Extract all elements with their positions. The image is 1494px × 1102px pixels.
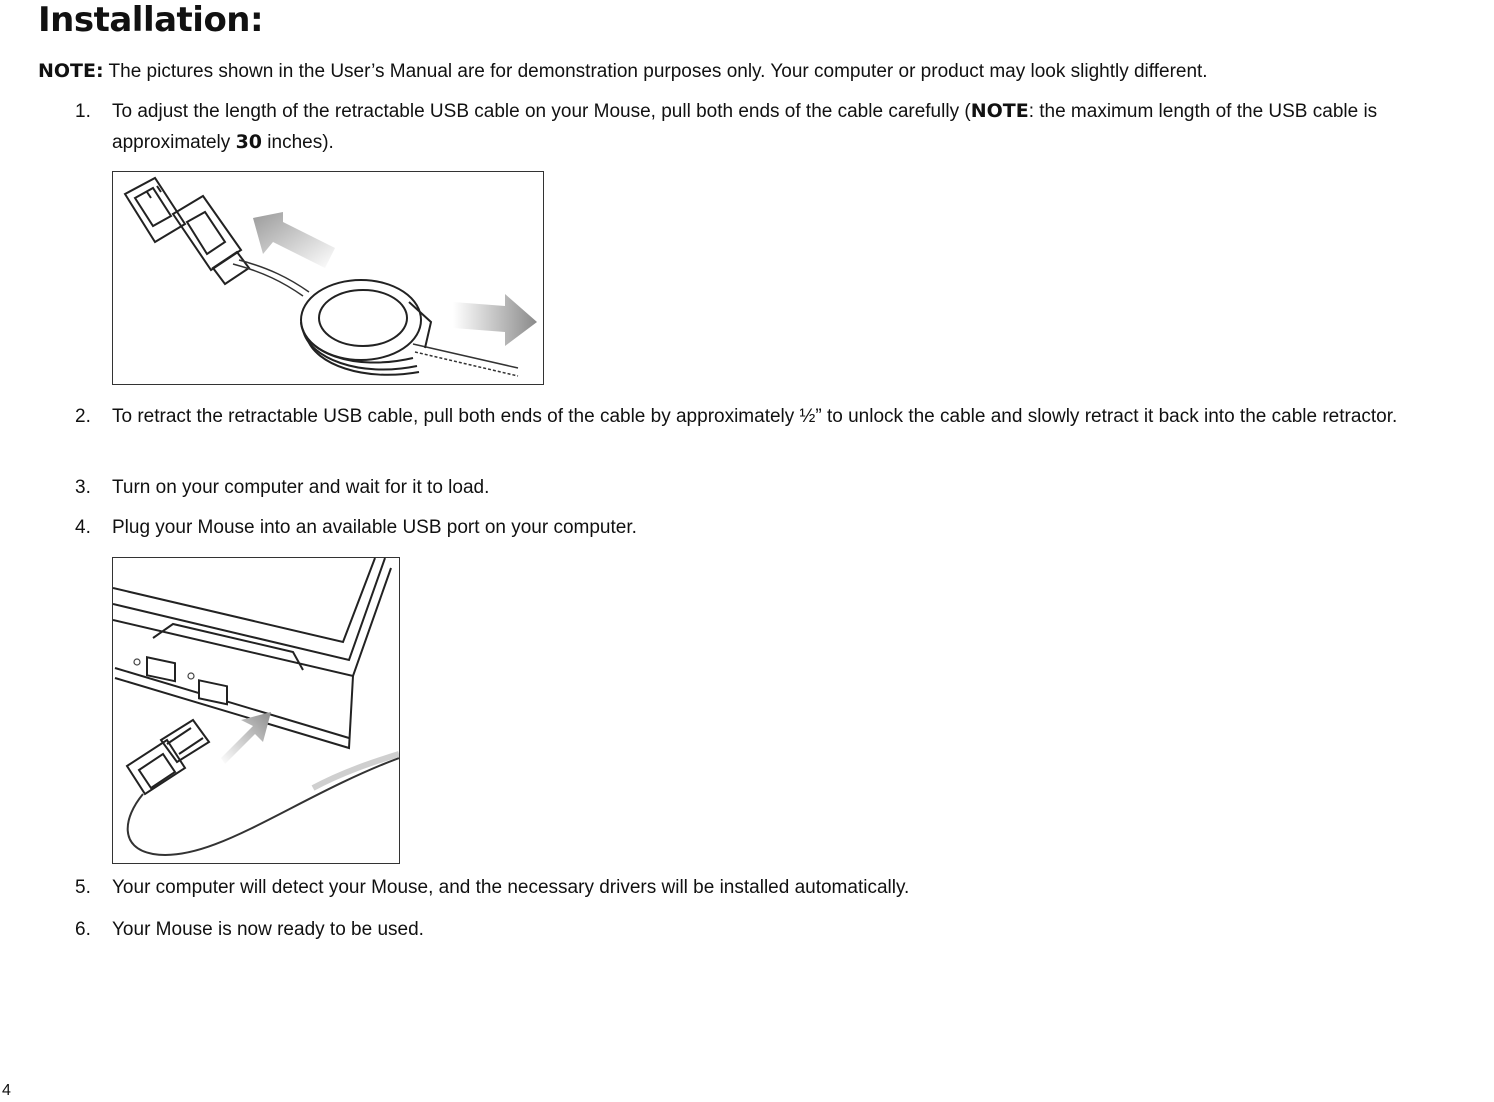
usb-plug-icon (125, 178, 249, 284)
step-text: Plug your Mouse into an available USB port on your computer. (112, 517, 637, 538)
step-number: 4. (75, 517, 91, 538)
cable-length-value: 30 (235, 131, 263, 153)
step-text: To retract the retractable USB cable, pull both ends of the cable by approximately ½” to unlock the cable and slowly retract it back into the cable retractor. (112, 406, 1398, 427)
step-number: 6. (75, 919, 91, 940)
retractable-cable-illustration (113, 172, 543, 384)
usb-port-illustration (113, 558, 399, 863)
step-text: Your computer will detect your Mouse, and the necessary drivers will be installed automatically. (112, 877, 910, 898)
note-label: NOTE: (38, 60, 104, 82)
step-text: To adjust the length of the retractable USB cable on your Mouse, pull both ends of the cable carefully (NOTE: the maximum length of the USB cable is approximately 30 inches). (112, 100, 1378, 153)
usb-port-figure (112, 557, 400, 864)
step-number: 5. (75, 877, 91, 898)
page-number: 4 (2, 1082, 11, 1099)
usb-plug-icon (127, 720, 209, 794)
cable-reel-icon (301, 280, 431, 375)
step-number: 1. (75, 101, 91, 122)
page-title: Installation: (38, 0, 264, 40)
step-number: 2. (75, 406, 91, 427)
note-paragraph (38, 60, 1488, 83)
step-text: Your Mouse is now ready to be used. (112, 919, 424, 940)
note-text: The pictures shown in the User’s Manual are for demonstration purposes only. Your computer or product may look slightly different. (108, 61, 1208, 82)
step-text: Turn on your computer and wait for it to load. (112, 477, 490, 498)
pull-arrow-left-icon (253, 212, 335, 268)
retractable-cable-figure (112, 171, 544, 385)
pull-arrow-right-icon (453, 294, 537, 346)
step-number: 3. (75, 477, 91, 498)
inline-note-label: NOTE (970, 100, 1029, 122)
insert-arrow-icon (221, 712, 271, 764)
cable-line (128, 758, 399, 855)
